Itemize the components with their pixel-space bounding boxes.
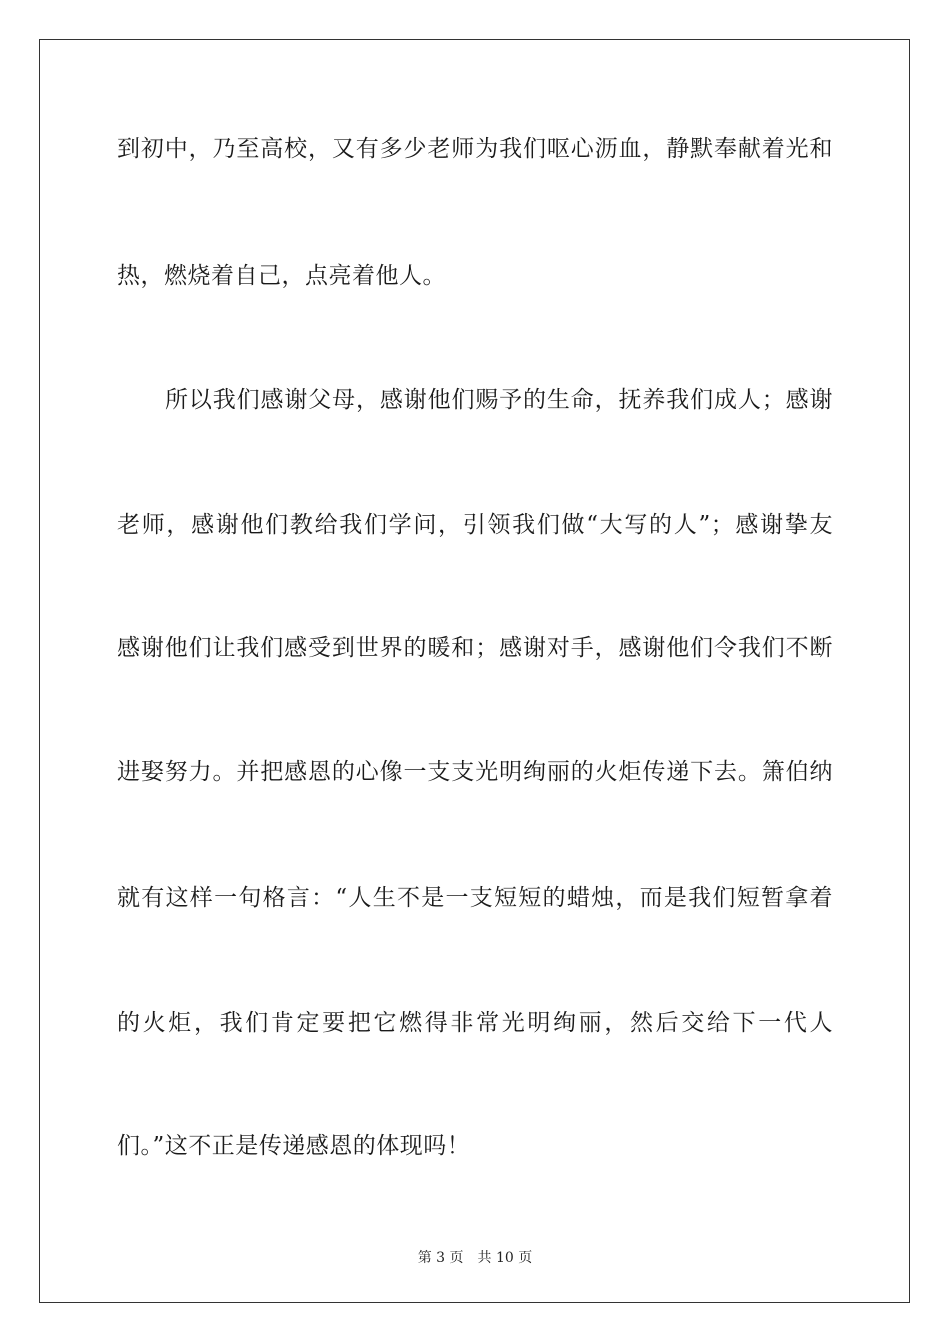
text-line-5: 感谢他们让我们感受到世界的暖和；感谢对手，感谢他们令我们不断 (117, 635, 833, 661)
page-number: 第 3 页 (417, 1250, 464, 1266)
text-line-1: 到初中，乃至高校，又有多少老师为我们呕心沥血，静默奉献着光和 (117, 136, 833, 162)
text-line-9: 们。”这不正是传递感恩的体现吗！ (117, 1133, 471, 1159)
page-footer (0, 1249, 950, 1267)
page-total: 共 10 页 (477, 1250, 533, 1266)
text-line-3: 所以我们感谢父母，感谢他们赐予的生命，抚养我们成人；感谢 (165, 387, 833, 413)
text-line-6: 进娶努力。并把感恩的心像一支支光明绚丽的火炬传递下去。箫伯纳 (117, 759, 833, 785)
text-line-8: 的火炬，我们肯定要把它燃得非常光明绚丽，然后交给下一代人 (117, 1010, 833, 1036)
text-line-4: 老师，感谢他们教给我们学问，引领我们做“大写的人”；感谢挚友 (117, 512, 833, 538)
text-line-7: 就有这样一句格言：“人生不是一支短短的蜡烛，而是我们短暂拿着 (117, 885, 833, 911)
page-border (39, 39, 910, 1303)
text-line-2: 热，燃烧着自己，点亮着他人。 (117, 263, 446, 289)
